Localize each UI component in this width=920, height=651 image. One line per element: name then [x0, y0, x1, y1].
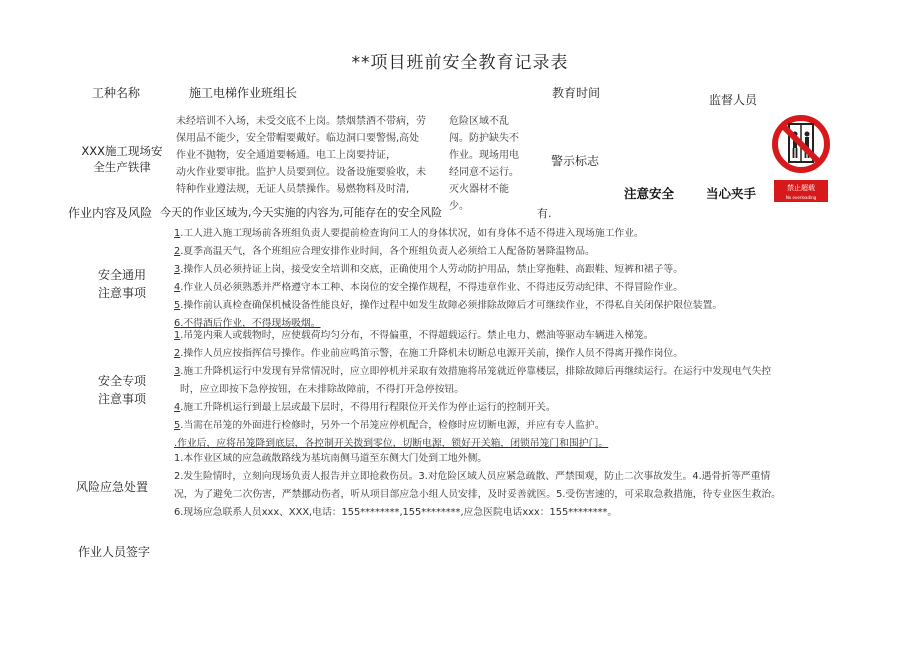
special-label-line2: 注意事项 — [97, 392, 146, 406]
warning-label: 警示标志 — [551, 154, 600, 168]
caution-safety: 注意安全 — [624, 186, 675, 201]
emergency-line: 2.发生险情时，立刻向现场负责人报告并立即抢救伤员。3.对危险区域人员应紧急疏散、严禁围观，防止二次事故发生。4.遇骨折等严重情 — [174, 471, 771, 482]
iron-rule-line: 未经培训不入场，未受交底不上岗。禁烟禁酒不带病，劳 — [176, 116, 426, 127]
no-overload-icon — [772, 108, 830, 204]
job-value: 施工电梯作业班组长 — [189, 86, 298, 100]
iron-rules-text — [176, 113, 448, 198]
iron-rules-label-line2: 全生产铁律 — [93, 160, 151, 174]
work-content-label: 作业内容及风险 — [68, 206, 153, 220]
list-item: 1.工人进入施工现场前各班组负责人要提前检查询问工人的身体状况，如有身体不适不得进入现场施工作业。 — [174, 228, 644, 239]
general-label-line1: 安全通用 — [97, 268, 146, 282]
list-item: 3.操作人员必须持证上岗，接受安全培训和交底，正确使用个人劳动防护用品，禁止穿拖鞋、高跟鞋、短裤和裙子等。 — [174, 264, 683, 275]
iron-rules-col2 — [449, 113, 527, 215]
list-item: 2.操作人员应按指挥信号操作。作业前应鸣笛示警，在施工升降机未切断总电源开关前，操作人员不得离开操作岗位。 — [174, 348, 683, 359]
iron-rule-col2-line: 危险区域不乱 — [449, 116, 509, 127]
signature-label: 作业人员签字 — [78, 545, 151, 559]
emergency-line: 6.现场应急联系人员xxx、XXX,电话：155********,155********,应急医院电话xxx：155********。 — [174, 507, 618, 518]
emergency-label: 风险应急处置 — [76, 480, 149, 494]
emergency-line: 1.本作业区域的应急疏散路线为基坑南侧马道至东侧大门处到工地外侧。 — [174, 453, 488, 464]
list-item: 4.施工升降机运行到最上层或最下层时，不得用行程限位开关作为停止运行的控制开关。 — [174, 402, 556, 413]
sign-subtext: No overloading — [785, 195, 817, 200]
general-label-line2: 注意事项 — [97, 286, 146, 300]
list-item: 1.吊笼内乘人或载物时，应使载荷均匀分布，不得偏重，不得超载运行。禁止电力、燃油等驱动车辆进入梯笼。 — [174, 330, 654, 341]
iron-rule-col2-line: 经同意不运行。 — [449, 167, 519, 178]
special-label-line1: 安全专项 — [97, 374, 146, 388]
list-item: 6.不得酒后作业，不得现场吸烟。 — [174, 318, 321, 329]
supervisor-label: 监督人员 — [709, 93, 758, 107]
work-content-text: 今天的作业区域为,今天实施的内容为,可能存在的安全风险 — [160, 206, 442, 219]
emergency-line: 况，为了避免二次伤害，严禁挪动伤者，听从项目部应急小组人员安排，及时妥善就医。5.受伤害速的，可采取急救措施，待专业医生救治。 — [174, 489, 781, 500]
list-item: .作业后，应将吊笼降到底层，各控制开关拨到零位，切断电源，锁好开关箱，闭锁吊笼门和围护门。 — [174, 438, 609, 449]
sign-text: 禁止超载 — [787, 184, 815, 192]
caution-hand: 当心夹手 — [706, 186, 757, 201]
iron-rules-label-line1: XXX施工现场安 — [81, 144, 163, 158]
emergency-text — [174, 450, 904, 522]
iron-rule-col2-line: 作业。现场用电 — [449, 150, 519, 161]
iron-rule-line: 动火作业要审批。监护人员要到位。设备设施要验收，未 — [176, 167, 426, 178]
iron-rule-col2-line: 灭火器材不能 — [449, 184, 509, 195]
list-item: 4.作业人员必须熟悉并严格遵守本工种、本岗位的安全操作规程，不得违章作业、不得违反劳动纪律、不得冒险作业。 — [174, 282, 683, 293]
list-item: 时，应立即按下急停按钮，在未排除故障前，不得打开急停按钮。 — [180, 384, 465, 395]
edu-time-label: 教育时间 — [552, 86, 601, 100]
iron-rule-col2-line: 少。 — [449, 201, 469, 212]
iron-rule-line: 保用品不能少，安全带帽要戴好。临边洞口要警惕,高处 — [176, 133, 420, 144]
job-label: 工种名称 — [92, 86, 141, 100]
iron-rules-label — [70, 143, 174, 175]
general-list — [174, 225, 904, 333]
iron-rule-col2-line: 闯。防护缺失不 — [449, 133, 519, 144]
special-label — [70, 372, 174, 408]
list-item: 3.施工升降机运行中发现有异常情况时，应立即停机并采取有效措施将吊笼就近停靠楼层，排除故障后再继续运行。在运行中发现电气失控 — [174, 366, 772, 377]
no-overload-sign — [772, 108, 830, 204]
list-item: 5.操作前认真检查确保机械设备性能良好，操作过程中如发生故障必须排除故障后才可继续作业，不得私自关闭保护限位装置。 — [174, 300, 723, 311]
work-content-tail: 有. — [537, 207, 552, 220]
signature-field[interactable] — [180, 538, 900, 562]
list-item: 2.夏季高温天气，各个班组应合理安排作业时间，各个班组负责人必须给工人配备防暑降温物品。 — [174, 246, 595, 257]
iron-rule-line: 特种作业遵法规，无证人员禁操作。易燃物料及时清, — [176, 184, 410, 195]
special-list — [174, 327, 904, 453]
page-title: **项目班前安全教育记录表 — [351, 53, 569, 73]
list-item: 5.当需在吊笼的外面进行检修时，另外一个吊笼应停机配合，检修时应切断电源，并应有专人监护。 — [174, 420, 605, 431]
general-label — [70, 266, 174, 302]
iron-rule-line: 作业不抛物，安全通道要畅通。电工上岗要持证， — [176, 150, 396, 161]
